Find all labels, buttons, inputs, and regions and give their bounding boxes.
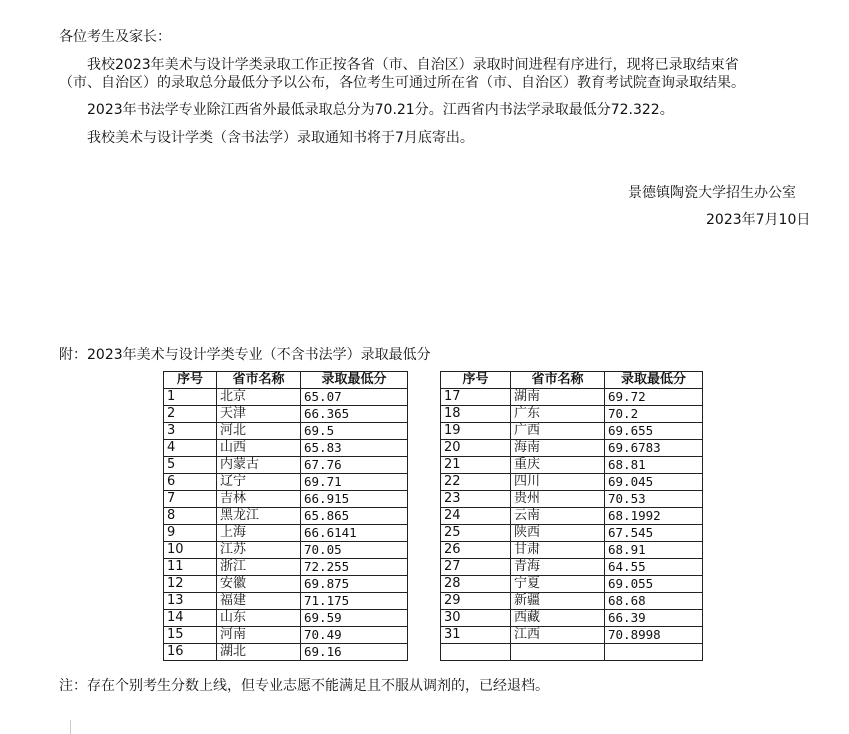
cell-province: 云南 [511, 508, 605, 525]
cell-score: 70.2 [605, 406, 703, 423]
cell-score: 71.175 [301, 593, 408, 610]
cell-province: 内蒙古 [217, 457, 301, 474]
cell-province: 新疆 [511, 593, 605, 610]
footer-divider [70, 720, 71, 734]
table-row [164, 576, 408, 593]
cell-province: 北京 [217, 389, 301, 406]
cell-score: 72.255 [301, 559, 408, 576]
cell-score: 68.91 [605, 542, 703, 559]
cell-seq: 3 [164, 423, 217, 440]
paragraph-1-line-2: （市、自治区）的录取总分最低分予以公布，各位考生可通过所在省（市、自治区）教育考试院查询录取结果。 [59, 75, 745, 91]
cell-province: 海南 [511, 440, 605, 457]
cell-province: 安徽 [217, 576, 301, 593]
table-row [164, 644, 408, 661]
cell-province: 福建 [217, 593, 301, 610]
cell-seq: 29 [441, 593, 511, 610]
cell-seq: 17 [441, 389, 511, 406]
cell-score: 69.6783 [605, 440, 703, 457]
cell-seq [441, 644, 511, 661]
cell-seq: 25 [441, 525, 511, 542]
cell-score: 66.6141 [301, 525, 408, 542]
header-province: 省市名称 [511, 372, 605, 389]
cell-score: 68.1992 [605, 508, 703, 525]
cell-score: 66.39 [605, 610, 703, 627]
table-row [441, 406, 703, 423]
table-row [164, 542, 408, 559]
table-row [164, 593, 408, 610]
cell-score: 69.055 [605, 576, 703, 593]
cell-province: 山西 [217, 440, 301, 457]
cell-province: 广西 [511, 423, 605, 440]
cell-score: 66.365 [301, 406, 408, 423]
cell-province: 宁夏 [511, 576, 605, 593]
cell-province: 陕西 [511, 525, 605, 542]
table-row [441, 593, 703, 610]
cell-province: 湖北 [217, 644, 301, 661]
cell-score: 65.865 [301, 508, 408, 525]
table-row [164, 559, 408, 576]
cell-province: 江苏 [217, 542, 301, 559]
appendix-title: 附：2023年美术与设计学类专业（不含书法学）录取最低分 [59, 347, 431, 363]
table-row [164, 491, 408, 508]
footnote: 注：存在个别考生分数上线，但专业志愿不能满足且不服从调剂的，已经退档。 [59, 678, 549, 694]
cell-province: 山东 [217, 610, 301, 627]
scores-table-left [163, 371, 408, 661]
cell-province: 江西 [511, 627, 605, 644]
cell-seq: 18 [441, 406, 511, 423]
cell-province: 湖南 [511, 389, 605, 406]
cell-province: 甘肃 [511, 542, 605, 559]
cell-score: 69.5 [301, 423, 408, 440]
header-score: 录取最低分 [605, 372, 703, 389]
cell-seq: 9 [164, 525, 217, 542]
cell-seq: 30 [441, 610, 511, 627]
header-seq: 序号 [441, 372, 511, 389]
cell-score: 67.545 [605, 525, 703, 542]
cell-seq: 22 [441, 474, 511, 491]
table-row [441, 627, 703, 644]
cell-province: 上海 [217, 525, 301, 542]
cell-score: 69.875 [301, 576, 408, 593]
date: 2023年7月10日 [706, 212, 811, 228]
table-row [441, 474, 703, 491]
cell-score: 70.8998 [605, 627, 703, 644]
cell-seq: 5 [164, 457, 217, 474]
cell-province: 吉林 [217, 491, 301, 508]
cell-score: 66.915 [301, 491, 408, 508]
cell-province: 浙江 [217, 559, 301, 576]
cell-seq: 6 [164, 474, 217, 491]
cell-seq: 16 [164, 644, 217, 661]
salutation: 各位考生及家长： [59, 29, 171, 45]
cell-score: 70.05 [301, 542, 408, 559]
cell-score: 68.68 [605, 593, 703, 610]
cell-province: 重庆 [511, 457, 605, 474]
table-row [164, 423, 408, 440]
cell-score: 70.49 [301, 627, 408, 644]
cell-seq: 19 [441, 423, 511, 440]
cell-score: 69.045 [605, 474, 703, 491]
header-province: 省市名称 [217, 372, 301, 389]
cell-score: 69.59 [301, 610, 408, 627]
paragraph-3: 我校美术与设计学类（含书法学）录取通知书将于7月底寄出。 [87, 130, 474, 146]
cell-seq: 2 [164, 406, 217, 423]
cell-province: 河南 [217, 627, 301, 644]
cell-seq: 8 [164, 508, 217, 525]
cell-seq: 1 [164, 389, 217, 406]
table-row [441, 542, 703, 559]
cell-province: 青海 [511, 559, 605, 576]
cell-seq: 20 [441, 440, 511, 457]
cell-score: 69.72 [605, 389, 703, 406]
table-row [164, 406, 408, 423]
table-row [441, 440, 703, 457]
cell-province: 天津 [217, 406, 301, 423]
cell-seq: 11 [164, 559, 217, 576]
cell-seq: 12 [164, 576, 217, 593]
cell-seq: 7 [164, 491, 217, 508]
cell-seq: 26 [441, 542, 511, 559]
cell-score: 70.53 [605, 491, 703, 508]
table-row [441, 525, 703, 542]
cell-seq: 15 [164, 627, 217, 644]
table-row-empty [441, 644, 703, 661]
cell-seq: 27 [441, 559, 511, 576]
cell-seq: 21 [441, 457, 511, 474]
cell-seq: 23 [441, 491, 511, 508]
table-row [164, 610, 408, 627]
table-row [164, 440, 408, 457]
cell-province: 广东 [511, 406, 605, 423]
cell-score: 65.07 [301, 389, 408, 406]
cell-province: 四川 [511, 474, 605, 491]
cell-score: 64.55 [605, 559, 703, 576]
table-row [441, 491, 703, 508]
cell-score: 68.81 [605, 457, 703, 474]
table-row [164, 627, 408, 644]
cell-score: 69.655 [605, 423, 703, 440]
header-seq: 序号 [164, 372, 217, 389]
table-row [441, 389, 703, 406]
cell-seq: 13 [164, 593, 217, 610]
table-header-row [441, 372, 703, 389]
table-row [164, 508, 408, 525]
table-row [441, 576, 703, 593]
cell-province: 贵州 [511, 491, 605, 508]
cell-seq: 14 [164, 610, 217, 627]
cell-score [605, 644, 703, 661]
table-header-row [164, 372, 408, 389]
signature: 景德镇陶瓷大学招生办公室 [628, 185, 796, 201]
cell-province: 黑龙江 [217, 508, 301, 525]
paragraph-2: 2023年书法学专业除江西省外最低录取总分为70.21分。江西省内书法学录取最低分72.322。 [87, 102, 674, 118]
cell-province: 河北 [217, 423, 301, 440]
cell-seq: 10 [164, 542, 217, 559]
table-row [441, 610, 703, 627]
table-row [441, 508, 703, 525]
table-row [441, 423, 703, 440]
cell-score: 69.71 [301, 474, 408, 491]
cell-score: 67.76 [301, 457, 408, 474]
cell-province [511, 644, 605, 661]
cell-score: 69.16 [301, 644, 408, 661]
cell-province: 西藏 [511, 610, 605, 627]
table-row [441, 559, 703, 576]
cell-score: 65.83 [301, 440, 408, 457]
table-row [164, 474, 408, 491]
cell-seq: 4 [164, 440, 217, 457]
cell-province: 辽宁 [217, 474, 301, 491]
cell-seq: 31 [441, 627, 511, 644]
header-score: 录取最低分 [301, 372, 408, 389]
scores-table-right [440, 371, 703, 661]
table-row [164, 525, 408, 542]
table-row [164, 457, 408, 474]
cell-seq: 28 [441, 576, 511, 593]
table-row [441, 457, 703, 474]
table-row [164, 389, 408, 406]
paragraph-1-line-1: 我校2023年美术与设计学类录取工作正按各省（市、自治区）录取时间进程有序进行，现将已录取结束省 [87, 57, 739, 73]
cell-seq: 24 [441, 508, 511, 525]
